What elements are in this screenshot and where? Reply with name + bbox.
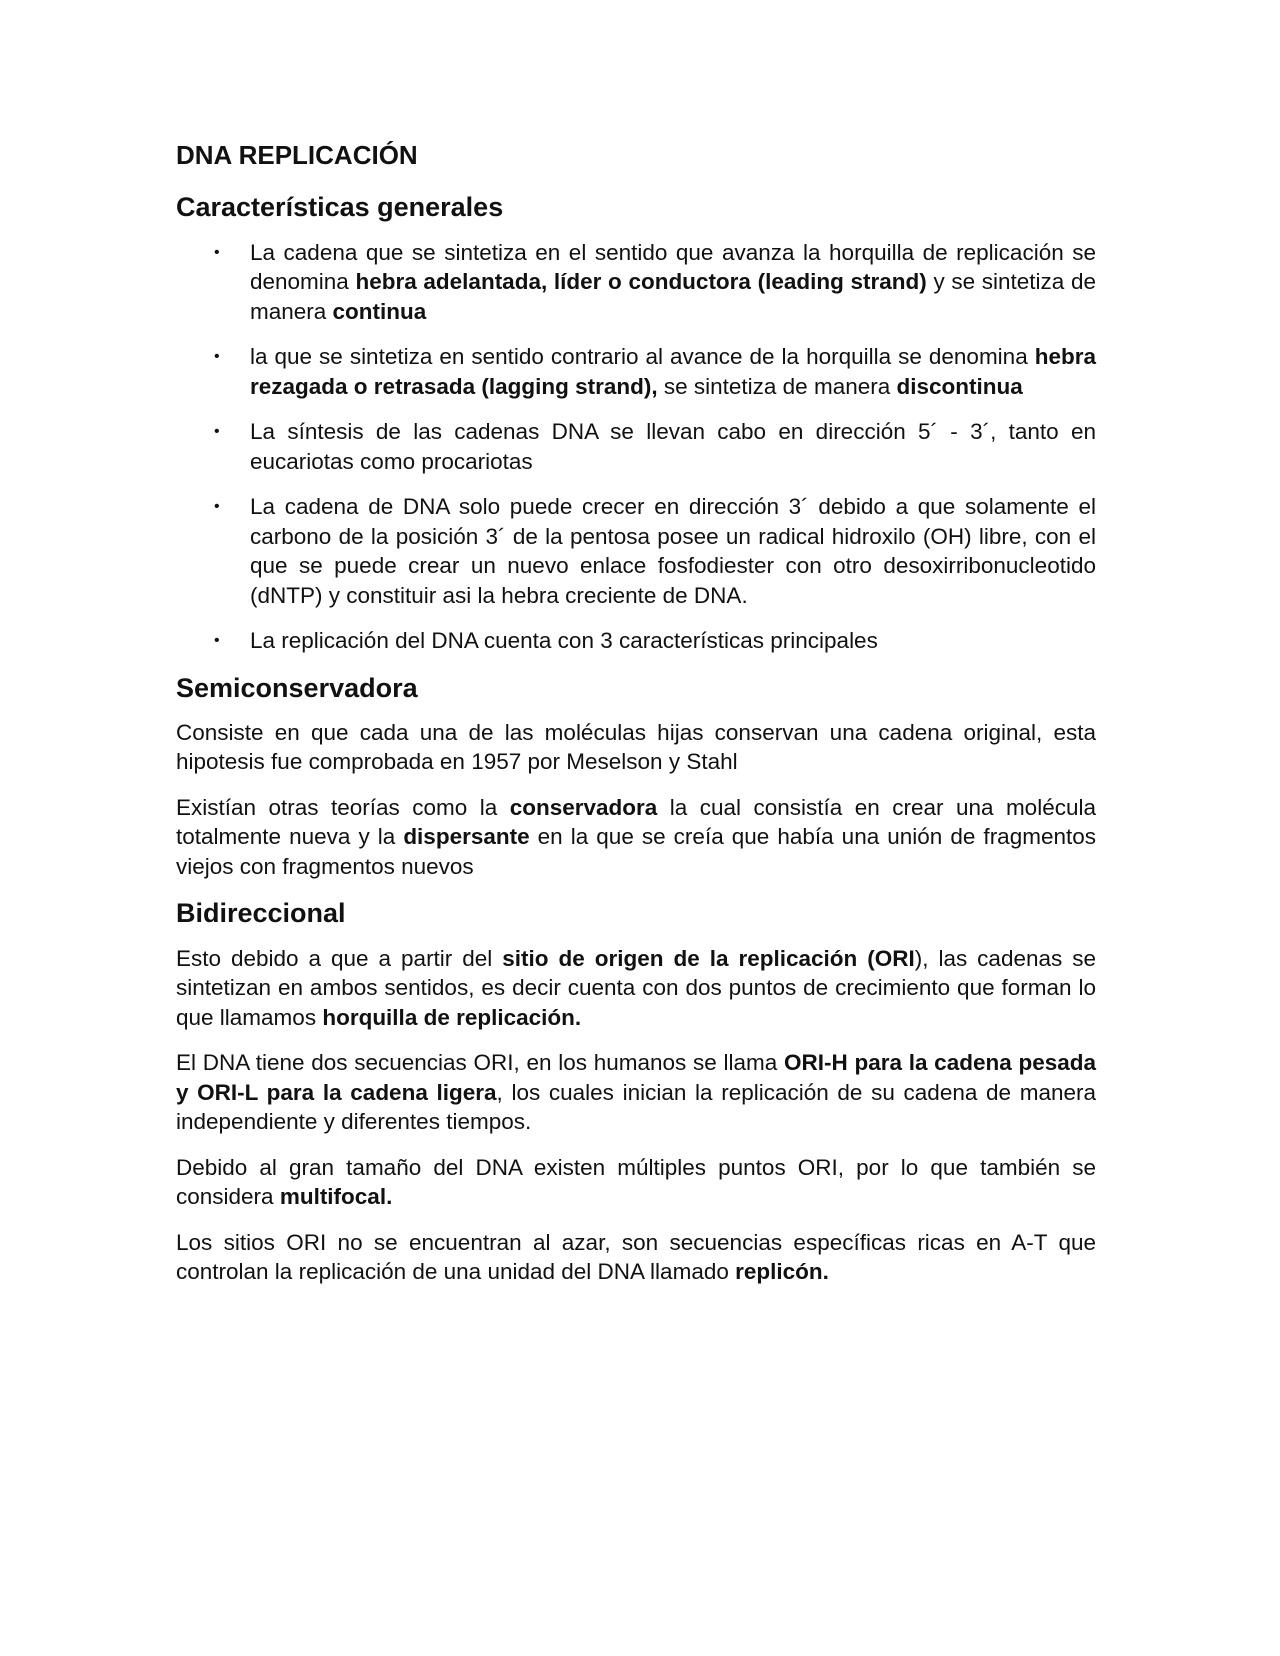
heading-general-characteristics: Características generales <box>176 192 504 223</box>
bold-term: conservadora <box>509 794 658 820</box>
text-run: La replicación del DNA cuenta con 3 características principales <box>250 628 878 654</box>
paragraph-ori-sequences <box>176 1048 1096 1137</box>
text-run: Esto debido a que a partir del <box>176 945 503 971</box>
text-run: la que se sintetiza en sentido contrario al avance de la horquilla se denomina <box>250 344 1035 370</box>
document-title: DNA REPLICACIÓN <box>176 140 418 170</box>
bold-term: discontinua <box>896 373 1023 399</box>
text-run: se sintetiza de manera <box>657 373 897 399</box>
bold-term: replicón. <box>735 1259 829 1285</box>
heading-semiconservative: Semiconservadora <box>176 672 418 703</box>
bold-term: horquilla de replicación. <box>322 1004 582 1030</box>
text-run: Existían otras teorías como la <box>176 794 510 820</box>
text-run: y se sintetiza de manera <box>250 269 1096 324</box>
list-item <box>176 342 1096 401</box>
paragraph-other-theories <box>176 793 1096 882</box>
bullet-icon: • <box>214 632 220 650</box>
bold-term: continua <box>332 298 427 324</box>
list-item <box>176 626 1096 656</box>
paragraph-semiconservative-definition <box>176 718 1096 777</box>
text-run: Debido al gran tamaño del DNA existen múltiples puntos ORI, por lo que también se considera <box>176 1154 1096 1210</box>
paragraph-replicon <box>176 1228 1096 1287</box>
text-run: La síntesis de las cadenas DNA se llevan cabo en dirección 5´ - 3´, tanto en eucariotas como procariotas <box>250 419 1096 474</box>
document-page <box>176 140 1096 1303</box>
text-run: la cual consistía en crear una molécula totalmente nueva y la <box>176 794 1096 850</box>
bold-term: hebra rezagada o retrasada (lagging strand), <box>250 344 1096 399</box>
general-characteristics-list <box>176 238 1096 656</box>
text-run: Consiste en que cada una de las moléculas hijas conservan una cadena original, esta hipotesis fue comprobada en 1957 por Meselson y Stahl <box>176 719 1096 775</box>
text-run: , los cuales inician la replicación de su cadena de manera independiente y diferentes tiempos. <box>176 1079 1096 1135</box>
bold-term: sitio de origen de la replicación (ORI <box>502 945 915 971</box>
text-run: ), las cadenas se sintetizan en ambos sentidos, es decir cuenta con dos puntos de crecimiento que forman lo que llamamos <box>176 945 1096 1030</box>
bold-term: multifocal. <box>279 1184 393 1210</box>
bullet-icon: • <box>214 498 220 516</box>
bullet-icon: • <box>214 423 220 441</box>
text-run: Los sitios ORI no se encuentran al azar, son secuencias específicas ricas en A-T que controlan la replicación de una unidad del DNA llamado <box>176 1229 1096 1285</box>
list-item <box>176 417 1096 476</box>
list-item <box>176 492 1096 610</box>
bullet-icon: • <box>214 243 220 261</box>
list-item <box>176 238 1096 327</box>
heading-bidirectional: Bidireccional <box>176 898 346 929</box>
bullet-icon: • <box>214 348 220 366</box>
bold-term: hebra adelantada, líder o conductora (leading strand) <box>355 269 927 295</box>
text-run: La cadena de DNA solo puede crecer en dirección 3´ debido a que solamente el carbono de la posición 3´ de la pentosa posee un radical hidroxilo (OH) libre, con el que se puede crear un nuevo enlace fosfodiester con otro desoxirribonucleotido (dNTP) y constituir asi la hebra creciente de DNA. <box>250 494 1096 608</box>
paragraph-ori-origin <box>176 944 1096 1033</box>
text-run: El DNA tiene dos secuencias ORI, en los humanos se llama <box>176 1050 784 1076</box>
paragraph-multifocal <box>176 1153 1096 1212</box>
text-run: La cadena que se sintetiza en el sentido que avanza la horquilla de replicación se denomina <box>250 239 1096 295</box>
text-run: en la que se creía que había una unión de fragmentos viejos con fragmentos nuevos <box>176 824 1096 879</box>
bold-term: ORI-H para la cadena pesada y ORI-L para la cadena ligera <box>176 1050 1096 1105</box>
bold-term: dispersante <box>403 824 530 850</box>
